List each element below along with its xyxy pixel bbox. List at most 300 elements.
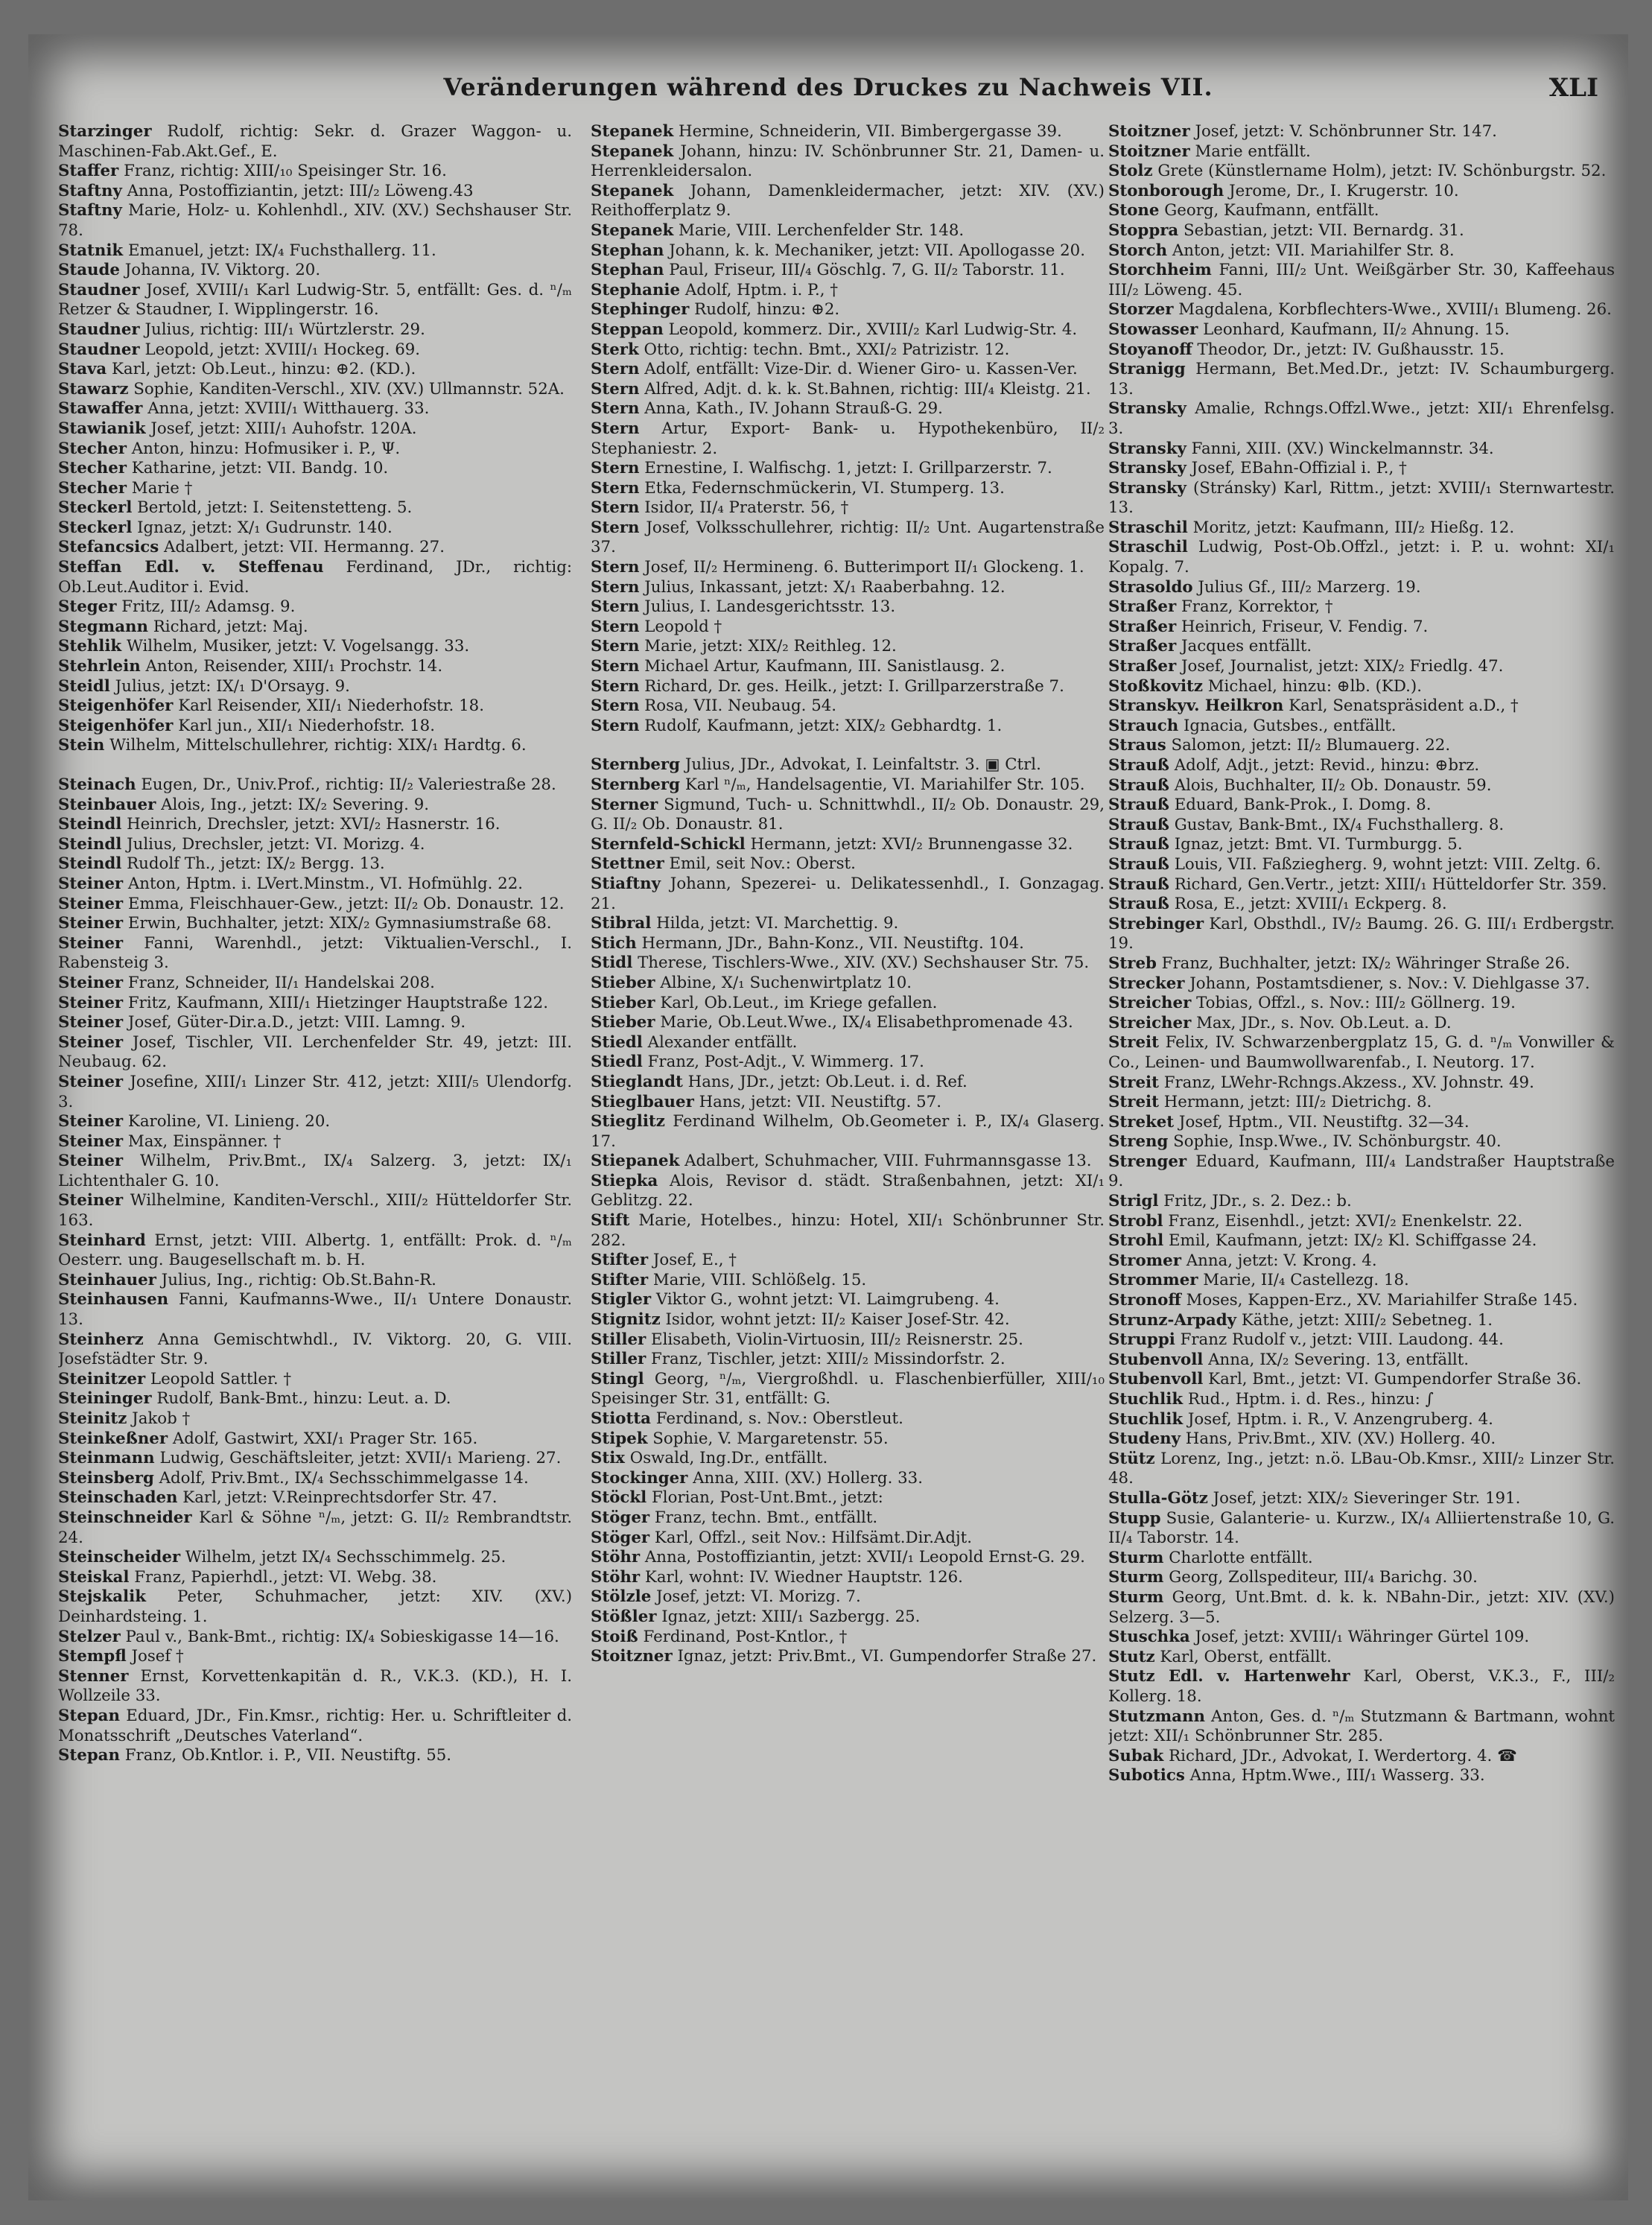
directory-entry (1108, 875, 1615, 895)
entry-details: Josef, jetzt: XIII/₁ Auhofstr. 120A. (150, 419, 417, 438)
entry-details: Georg, ⁿ/ₘ, Viergroßhdl. u. Flaschenbierfüller, XIII/₁₀ Speisinger Str. 31, entfällt: G. (591, 1369, 1105, 1409)
directory-entry (1108, 1311, 1615, 1331)
entry-details: Rosa, E., jetzt: XVIII/₁ Eckperg. 8. (1174, 895, 1447, 914)
entry-details: Ferdinand Wilhelm, Ob.Geometer i. P., IX/₄ Glaserg. 17. (591, 1112, 1105, 1151)
entry-surname: Stuchlik (1108, 1390, 1184, 1409)
entry-details: Johann, hinzu: IV. Schönbrunner Str. 21, Damen- u. Herrenkleidersalon. (591, 142, 1105, 181)
entry-surname: Stöger (591, 1508, 650, 1527)
entry-details: Hermann, jetzt: III/₂ Dietrichg. 8. (1163, 1093, 1432, 1112)
entry-details: Fritz, III/₂ Adamsg. 9. (121, 597, 296, 617)
entry-surname: Staudner (58, 320, 140, 339)
page-header (28, 73, 1628, 110)
entry-surname: Stein (58, 736, 105, 755)
directory-entry (591, 934, 1105, 954)
entry-details: Heinrich, Friseur, V. Fendig. 7. (1181, 617, 1429, 636)
directory-entry (58, 281, 572, 320)
entry-surname: Stern (591, 498, 640, 518)
directory-entry (58, 597, 572, 618)
entry-surname: Stepanek (591, 122, 674, 141)
entry-surname: Stieglbauer (591, 1092, 694, 1111)
entry-surname: Steigenhöfer (58, 716, 174, 735)
directory-entry (1108, 182, 1615, 202)
directory-entry (1108, 1509, 1615, 1549)
entry-surname: Strecker (1108, 974, 1185, 993)
entry-details: Rudolf, richtig: Sekr. d. Grazer Waggon- u. Maschinen-Fab.Akt.Gef., E. (58, 122, 572, 161)
directory-entry (1108, 439, 1615, 460)
entry-details: Paul v., Bank-Bmt., richtig: IX/₄ Sobieskigasse 14—16. (125, 1627, 559, 1646)
entry-surname: Staftny (58, 181, 122, 200)
directory-entry (58, 1389, 572, 1409)
entry-surname: Steininger (58, 1389, 152, 1409)
directory-entry (58, 994, 572, 1014)
directory-entry (58, 1290, 572, 1330)
entry-details: Franz, Tischler, jetzt: XIII/₂ Missindorfstr. 2. (651, 1350, 1006, 1369)
directory-entry (58, 1370, 572, 1390)
entry-surname: Strauß (1108, 854, 1169, 874)
entry-details: Georg, Zollspediteur, III/₄ Barichg. 30. (1169, 1568, 1478, 1587)
entry-details: Alois, Buchhalter, II/₂ Ob. Donaustr. 59. (1174, 775, 1492, 795)
entry-surname: Stone (1108, 201, 1160, 220)
entry-surname: Strauch (1108, 716, 1179, 735)
entry-surname: Stegmann (58, 617, 148, 636)
entry-surname: Stipek (591, 1429, 648, 1448)
directory-entry (58, 1409, 572, 1429)
entry-surname: Stieber (591, 973, 655, 992)
directory-entry (58, 1488, 572, 1508)
entry-surname: Strauß (1108, 815, 1169, 834)
entry-surname: Stöhr (591, 1548, 641, 1567)
entry-surname: Stern (591, 459, 640, 478)
entry-surname: Stoppra (1108, 220, 1179, 240)
directory-entry (591, 1093, 1105, 1113)
directory-entry (1108, 241, 1615, 261)
directory-entry (1108, 1489, 1615, 1509)
directory-entry (591, 618, 1105, 638)
directory-entry (591, 498, 1105, 518)
entry-surname: Stoßkovitz (1108, 676, 1203, 696)
entry-surname: Staudner (58, 340, 140, 359)
entry-details: Erwin, Buchhalter, jetzt: XIX/₂ Gymnasiumstraße 68. (127, 914, 552, 933)
entry-surname: Stoyanoff (1108, 340, 1192, 359)
directory-entry (1108, 637, 1615, 657)
entry-surname: Streket (1108, 1112, 1175, 1131)
directory-entry (591, 1429, 1105, 1450)
entry-details: Sophie, V. Margaretenstr. 55. (652, 1429, 889, 1448)
entry-surname: Steinkeßner (58, 1429, 168, 1448)
directory-entry (591, 1587, 1105, 1607)
entry-details: Susie, Galanterie- u. Kurzw., IX/₄ Alliiertenstraße 10, G. II/₄ Taborstr. 14. (1108, 1508, 1615, 1548)
entry-surname: Stecher (58, 439, 127, 458)
entry-surname: Straus (1108, 736, 1166, 755)
entry-surname: Stranigg (1108, 360, 1186, 379)
directory-entry (58, 399, 572, 419)
directory-entry (591, 1628, 1105, 1648)
page-title: Veränderungen während des Druckes zu Nachweis VII. (443, 73, 1213, 101)
directory-entry (1108, 696, 1615, 717)
entry-details: Bertold, jetzt: I. Seitenstetteng. 5. (137, 498, 413, 518)
entry-details: Adolf, Adjt., jetzt: Revid., hinzu: ⊕brz. (1174, 756, 1480, 775)
directory-entry (1108, 1132, 1615, 1152)
entry-details: Georg, Kaufmann, entfällt. (1164, 201, 1379, 220)
directory-entry (591, 459, 1105, 479)
directory-entry (58, 1191, 572, 1231)
entry-details: Adolf, Gastwirt, XXI/₁ Prager Str. 165. (172, 1429, 478, 1448)
entry-surname: Stieber (591, 1013, 655, 1032)
entry-details: Ernst, Korvettenkapitän d. R., V.K.3. (KD.), H. I. Wollzeile 33. (58, 1666, 572, 1706)
entry-details: Richard, jetzt: Maj. (153, 617, 308, 636)
entry-surname: Stephanie (591, 280, 681, 299)
directory-entry (1108, 1390, 1615, 1410)
entry-surname: Steinhauer (58, 1270, 156, 1289)
directory-entry (591, 142, 1105, 182)
directory-entry (58, 479, 572, 499)
entry-surname: Strigl (1108, 1192, 1159, 1211)
directory-entry (1108, 618, 1615, 638)
entry-details: Anna Gemischtwhdl., IV. Viktorg. 20, G. VIII. Josefstädter Str. 9. (58, 1330, 572, 1369)
entry-details: Jakob † (132, 1409, 191, 1428)
directory-entry (1108, 717, 1615, 737)
entry-surname: Stölzle (591, 1587, 652, 1607)
entry-surname: Steiner (58, 993, 124, 1012)
entry-surname: Stepanek (591, 220, 674, 240)
directory-entry (591, 854, 1105, 875)
entry-surname: Straßer (1108, 617, 1177, 636)
entry-details: Louis, VII. Faßziegherg. 9, wohnt jetzt: VIII. Zeltg. 6. (1174, 854, 1601, 874)
directory-entry (58, 1073, 572, 1112)
directory-entry (58, 558, 572, 597)
entry-surname: Stromer (1108, 1251, 1181, 1270)
entry-details: Michael, hinzu: ⊕lb. (KD.). (1207, 676, 1422, 696)
directory-entry (58, 1033, 572, 1073)
entry-surname: Stolz (1108, 162, 1153, 181)
entry-surname: Steinitz (58, 1409, 127, 1428)
entry-surname: Stignitz (591, 1310, 661, 1330)
directory-entry (58, 380, 572, 400)
entry-surname: Steiner (58, 1072, 124, 1091)
entry-surname: Stepan (58, 1746, 120, 1765)
directory-entry (591, 1033, 1105, 1053)
entry-surname: Stoiß (591, 1627, 638, 1646)
entry-surname: Staudner (58, 280, 140, 299)
directory-entry (591, 1172, 1105, 1211)
directory-entry (1108, 736, 1615, 756)
entry-surname: Stejskalik (58, 1587, 146, 1607)
directory-entry (1108, 1568, 1615, 1588)
entry-details: Marie, Holz- u. Kohlenhdl., XIV. (XV.) Sechshauser Str. 78. (58, 201, 572, 240)
entry-details: Franz, Ob.Kntlor. i. P., VII. Neustiftg. 55. (124, 1746, 452, 1765)
directory-entry (591, 320, 1105, 340)
entry-details: Charlotte entfällt. (1169, 1548, 1313, 1567)
directory-entry (58, 677, 572, 697)
entry-details: Max, Einspänner. † (127, 1131, 282, 1151)
directory-entry (1108, 320, 1615, 340)
directory-entry (591, 340, 1105, 361)
entry-details: Franz, richtig: XIII/₁₀ Speisinger Str. 16. (124, 162, 447, 181)
entry-surname: Steinscheider (58, 1548, 181, 1567)
entry-details: Anna, IX/₂ Severing. 13, entfällt. (1208, 1350, 1470, 1369)
entry-surname: Statnik (58, 241, 124, 260)
directory-entry (591, 281, 1105, 301)
entry-surname: Steiner (58, 894, 124, 913)
entry-surname: Stern (591, 657, 640, 676)
entry-surname: Stigler (591, 1290, 652, 1310)
directory-entry (58, 796, 572, 816)
entry-surname: Steigenhöfer (58, 696, 174, 716)
entry-surname: Stupp (1108, 1508, 1161, 1528)
entry-details: Magdalena, Korbflechters-Wwe., XVIII/₁ Blumeng. 26. (1178, 300, 1612, 320)
entry-details: Fritz, JDr., s. 2. Dez.: b. (1163, 1192, 1352, 1211)
entry-details: Franz, Korrektor, † (1181, 597, 1333, 617)
entry-details: Eduard, Kaufmann, III/₄ Landstraßer Hauptstraße 9. (1108, 1152, 1615, 1191)
entry-details: Emil, Kaufmann, jetzt: IX/₂ Kl. Schiffgasse 24. (1169, 1231, 1537, 1251)
directory-entry (591, 677, 1105, 697)
directory-entry (1108, 1271, 1615, 1291)
entry-surname: Stempfl (58, 1647, 127, 1666)
directory-entry (1108, 1410, 1615, 1430)
entry-details: Jerome, Dr., I. Krugerstr. 10. (1229, 181, 1459, 200)
entry-details: Eduard, JDr., Fin.Kmsr., richtig: Her. u. Schriftleiter d. Monatsschrift „Deutsches Vaterland“. (58, 1706, 572, 1745)
entry-surname: Stieglandt (591, 1072, 683, 1091)
entry-surname: Struppi (1108, 1330, 1175, 1350)
entry-surname: Stawianik (58, 419, 146, 438)
entry-details: Ernestine, I. Walfischg. 1, jetzt: I. Grillparzerstr. 7. (644, 459, 1052, 478)
entry-surname: Stawarz (58, 379, 129, 399)
entry-details: Ernst, jetzt: VIII. Albertg. 1, entfällt: Prok. d. ⁿ/ₘ Oesterr. ung. Baugesellschaft m. b. H. (58, 1231, 572, 1270)
entry-surname: Sternfeld-Schickl (591, 834, 746, 854)
entry-details: Max, JDr., s. Nov. Ob.Leut. a. D. (1196, 1013, 1452, 1032)
entry-details: Karoline, VI. Linieng. 20. (127, 1112, 331, 1131)
entry-details: Otto, richtig: techn. Bmt., XXI/₂ Patrizistr. 12. (644, 340, 1010, 359)
entry-details: Hermine, Schneiderin, VII. Bimbergergasse 39. (679, 122, 1062, 141)
entry-surname: Stepanek (591, 142, 674, 161)
entry-surname: Stidl (591, 953, 633, 973)
entry-details: Josef † (131, 1647, 184, 1666)
entry-details: Anna, jetzt: V. Krong. 4. (1186, 1251, 1377, 1270)
directory-entry (58, 340, 572, 361)
directory-entry (1108, 796, 1615, 816)
entry-details: Josef, jetzt: XIX/₂ Sieveringer Str. 191. (1213, 1488, 1521, 1508)
directory-entry (1108, 261, 1615, 300)
entry-details: Anna, jetzt: XVIII/₁ Witthauerg. 33. (147, 399, 430, 419)
entry-details: Karl, Oberst, entfällt. (1160, 1647, 1332, 1666)
directory-entry (591, 1409, 1105, 1429)
directory-entry (1108, 1450, 1615, 1489)
entry-details: Marie † (131, 478, 193, 498)
entry-surname: Straßer (1108, 657, 1177, 676)
directory-entry (58, 1449, 572, 1469)
directory-entry (58, 815, 572, 835)
entry-surname: Stern (591, 577, 640, 597)
entry-details: Anton, hinzu: Hofmusiker i. P., Ψ. (131, 439, 401, 458)
entry-surname: Steindl (58, 815, 122, 834)
entry-surname: Stutz (1108, 1647, 1155, 1666)
entry-surname: Steiner (58, 1032, 124, 1052)
directory-entry (1108, 1628, 1615, 1648)
entry-details: Karl, Offzl., seit Nov.: Hilfsämt.Dir.Adjt. (654, 1528, 972, 1547)
entry-details: Karl Reisender, XII/₁ Niederhofstr. 18. (178, 696, 484, 716)
entry-surname: Staftny (58, 201, 122, 220)
entry-surname: Stransky (1108, 439, 1186, 458)
directory-entry (591, 914, 1105, 934)
directory-entry (58, 261, 572, 281)
directory-entry (1108, 340, 1615, 361)
entry-details: Wilhelm, jetzt IX/₄ Sechsschimmelg. 25. (185, 1548, 506, 1567)
directory-entry (591, 953, 1105, 974)
directory-entry (58, 1013, 572, 1033)
directory-entry (591, 1152, 1105, 1172)
entry-details: Hans, JDr., jetzt: Ob.Leut. i. d. Ref. (687, 1072, 968, 1091)
entry-surname: Stern (591, 637, 640, 656)
entry-details: Alexander entfällt. (647, 1032, 798, 1052)
directory-entry (1108, 538, 1615, 577)
directory-entry (1108, 1251, 1615, 1272)
entry-surname: Steiner (58, 1152, 124, 1171)
entry-surname: Stephan (591, 261, 664, 280)
entry-details: Ignacia, Gutsbes., entfällt. (1183, 716, 1397, 735)
directory-entry (1108, 657, 1615, 677)
entry-details: Anna, Postoffiziantin, jetzt: XVII/₁ Leopold Ernst-G. 29. (644, 1548, 1085, 1567)
entry-surname: Stibral (591, 914, 652, 933)
directory-entry (58, 162, 572, 182)
entry-surname: Stingl (591, 1369, 644, 1388)
directory-entry (1108, 142, 1615, 162)
entry-details: Viktor G., wohnt jetzt: VI. Laimgrubeng. 4. (655, 1290, 1000, 1310)
entry-surname: Stifter (591, 1251, 649, 1270)
entry-surname: Stepanek (591, 181, 674, 200)
entry-surname: Sturm (1108, 1587, 1164, 1607)
entry-details: Ignaz, jetzt: Bmt. VI. Turmburgg. 5. (1174, 835, 1463, 854)
entry-details: Richard, JDr., Advokat, I. Werdertorg. 4. ☎ (1169, 1746, 1517, 1765)
entry-surname: Stiepanek (591, 1152, 680, 1171)
entry-surname: Stiotta (591, 1409, 651, 1428)
entry-details: Ferdinand, Post-Kntlor., † (643, 1627, 848, 1646)
entry-surname: Stava (58, 360, 107, 379)
entry-details: Emma, Fleischhauer-Gew., jetzt: II/₂ Ob. Donaustr. 12. (127, 894, 565, 913)
directory-entry (1108, 895, 1615, 915)
directory-entry (58, 1548, 572, 1568)
entry-details: Franz, Schneider, II/₁ Handelskai 208. (127, 973, 435, 992)
entry-surname: Steiner (58, 973, 124, 992)
directory-entry (591, 1469, 1105, 1489)
entry-details: Heinrich, Drechsler, jetzt: XVI/₂ Hasnerstr. 16. (127, 815, 501, 834)
entry-surname: Stern (591, 399, 640, 419)
directory-entry (1108, 1429, 1615, 1450)
entry-surname: Storzer (1108, 300, 1174, 320)
directory-entry (1108, 1212, 1615, 1232)
directory-entry (58, 1508, 572, 1548)
page-number: XLI (1548, 73, 1598, 103)
entry-details: Josef, Hptm. i. R., V. Anzengruberg. 4. (1187, 1409, 1493, 1429)
entry-details: Rudolf, Bank-Bmt., hinzu: Leut. a. D. (156, 1389, 451, 1409)
entry-surname: Steindl (58, 834, 122, 854)
entry-details: Josef, II/₂ Hermineng. 6. Butterimport II/₁ Glockeng. 1. (644, 558, 1084, 577)
directory-entry (591, 1053, 1105, 1073)
directory-entry (1108, 1330, 1615, 1350)
entry-details: Hilda, jetzt: VI. Marchettig. 9. (656, 914, 899, 933)
directory-entry (58, 1707, 572, 1746)
entry-surname: Stern (591, 518, 640, 537)
entry-details: Ignaz, jetzt: Priv.Bmt., VI. Gumpendorfer Straße 27. (677, 1647, 1097, 1666)
directory-entry (58, 835, 572, 855)
entry-details: Rudolf Th., jetzt: IX/₂ Bergg. 13. (127, 854, 385, 874)
entry-details: Albine, X/₁ Suchenwirtplatz 10. (660, 973, 912, 992)
entry-details: Anna, Postoffiziantin, jetzt: III/₂ Löweng.43 (127, 181, 474, 200)
directory-entry (1108, 994, 1615, 1014)
directory-entry (1108, 974, 1615, 994)
entry-details: Josef, XVIII/₁ Karl Ludwig-Str. 5, entfällt: Ges. d. ⁿ/ₘ Retzer & Staudner, I. Wipplingerstr. 16. (58, 280, 572, 320)
entry-details: Franz, Papierhdl., jetzt: VI. Webg. 38. (134, 1567, 437, 1587)
directory-entry (591, 182, 1105, 221)
entry-surname: Stern (591, 379, 640, 399)
entry-details: Franz, Buchhalter, jetzt: IX/₂ Währinger Straße 26. (1161, 953, 1570, 973)
entry-details: Franz, LWehr-Rchngs.Akzess., XV. Johnstr. 49. (1163, 1073, 1534, 1092)
entry-details: Isidor, II/₄ Praterstr. 56, † (644, 498, 849, 518)
directory-entry (1108, 1033, 1615, 1073)
entry-surname: Stelzer (58, 1627, 121, 1646)
entry-surname: Steckerl (58, 518, 133, 537)
entry-surname: Stöckl (591, 1488, 647, 1508)
entry-details: Rud., Hptm. i. d. Res., hinzu: ∫ (1187, 1390, 1434, 1409)
entry-surname: Sternberg (591, 775, 681, 794)
entry-surname: Stern (591, 716, 640, 735)
entry-surname: Stern (591, 419, 640, 438)
entry-surname: Stern (591, 360, 640, 379)
entry-surname: Stecher (58, 459, 127, 478)
entry-surname: Stowasser (1108, 320, 1198, 339)
directory-entry (591, 360, 1105, 380)
entry-details: Johanna, IV. Viktorg. 20. (124, 261, 321, 280)
entry-surname: Stronoff (1108, 1291, 1181, 1310)
entry-surname: Strobl (1108, 1211, 1163, 1231)
entry-details: Josef, Journalist, jetzt: XIX/₂ Friedlg. 47. (1181, 657, 1504, 676)
entry-details: Florian, Post-Unt.Bmt., jetzt: (652, 1488, 883, 1508)
directory-entry (1108, 855, 1615, 875)
directory-entry (591, 380, 1105, 400)
entry-surname: Stöhr (591, 1567, 641, 1587)
directory-entry (591, 261, 1105, 281)
entry-details: Moritz, jetzt: Kaufmann, III/₂ Hießg. 12. (1192, 518, 1515, 537)
entry-details: Leonhard, Kaufmann, II/₂ Ahnung. 15. (1203, 320, 1510, 339)
column-3 (1108, 122, 1615, 2193)
directory-entry (58, 360, 572, 380)
entry-surname: Steppan (591, 320, 664, 339)
entry-details: Julius, richtig: III/₁ Würtzlerstr. 29. (144, 320, 425, 339)
entry-details: Anton, Reisender, XIII/₁ Prochstr. 14. (145, 657, 443, 676)
entry-surname: Stransky (1108, 459, 1186, 478)
entry-details: Sebastian, jetzt: VII. Bernardg. 31. (1184, 220, 1464, 240)
entry-surname: Steiner (58, 1191, 124, 1210)
entry-surname: Straßer (1108, 597, 1177, 617)
entry-surname: Stoitzner (591, 1647, 673, 1666)
directory-entry (591, 1607, 1105, 1628)
entry-details: Josef, E., † (652, 1251, 737, 1270)
directory-entry (58, 459, 572, 479)
entry-details: Anna, Kath., IV. Johann Strauß-G. 29. (644, 399, 943, 419)
directory-entry (58, 1469, 572, 1489)
entry-details: Ludwig, Geschäftsleiter, jetzt: XVII/₁ Marieng. 27. (159, 1449, 562, 1468)
entry-details: Marie, II/₄ Castellezg. 18. (1203, 1271, 1409, 1290)
entry-details: Wilhelm, Priv.Bmt., IX/₄ Salzerg. 3, jetzt: IX/₁ Lichtenthaler G. 10. (58, 1152, 572, 1190)
entry-surname: Strauß (1108, 775, 1169, 795)
directory-entry (1108, 1549, 1615, 1569)
entry-details: Julius, Inkassant, jetzt: X/₁ Raaberbahng. 12. (644, 577, 1006, 597)
entry-details: (Stránsky) Karl, Rittm., jetzt: XVIII/₁ Sternwartestr. 13. (1108, 478, 1615, 518)
directory-entry (58, 618, 572, 638)
entry-surname: Stern (591, 676, 640, 696)
directory-entry (58, 1231, 572, 1271)
directory-entry (58, 974, 572, 994)
entry-details: Rosa, VII. Neubaug. 54. (644, 696, 837, 716)
